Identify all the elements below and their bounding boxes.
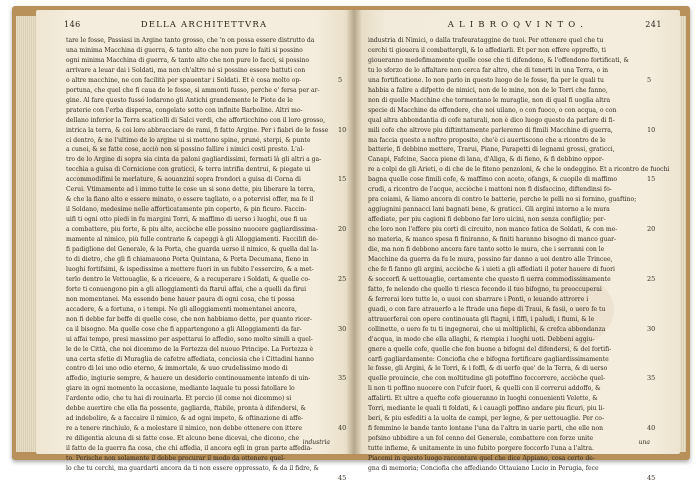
left-catchword: industria (302, 439, 330, 446)
line-number: 25 (338, 274, 347, 283)
text-line: tu lo sforzo de lo affaltare non cerca far altro, che di tenerti in una Terra, o in (368, 66, 609, 74)
line-number: 35 (647, 374, 656, 383)
text-line: una minima Macchina di guerra, & tanto alto che non pure lo faiti si possino (66, 46, 303, 54)
text-line: praterie con l'erba dispersa, congelate sotto con infinite Barboline. Altri mo- (66, 106, 303, 114)
text-line: cerchi ti giouera il combattergli, & lo affediarli. Et per non effere oppreffo, ti (368, 46, 606, 54)
text-line: Torri, mediante le quali ti foldati, & i cauagli poffino andare piu ficuri, piu li- (368, 405, 605, 413)
right-page-number: 241 (645, 20, 662, 29)
text-line: tro de lo Argine di sopra sia cinta da paloni gagliardissimi, fermati là gli altri a ga- (66, 156, 322, 164)
text-line: & ferrerai loro tutte le, o uuoi con sbarrare i Ponti, o leuando attrorre i (368, 295, 589, 303)
text-line: gine. Al fare questo fussó lodarono gli Antichi grandemente le Piote de le (66, 96, 293, 104)
line-number: 40 (338, 424, 347, 433)
line-number: 5 (647, 75, 652, 84)
text-line: gna di memoria; Conciofia che affediando Ottauiano Lucio in Perugia, fece (368, 464, 599, 472)
open-book (12, 6, 690, 482)
text-line: tutte infieme, & unitamente in uno fubito porgere foccorfo l'una a l'altra. (368, 445, 594, 453)
text-line: luoghi fortifsimi, & ispedissime a mettere fuori in un fubito l'esserciro, & a met- (66, 265, 314, 273)
text-line: arrivare a leuar dai i Soldati, ma non ch'altro né si possino essere battuti con (66, 66, 306, 74)
text-line: no materia, & manco spesa fi finiranno, & finiti haranno bisogno di manco guar- (368, 236, 617, 244)
text-line: to. Perische non solamente il debbe procurar il modo da ottenere quel- (66, 455, 286, 463)
text-line: ogni minima Macchina di guerra, & tanto alto che non pure lo facci, si possino (66, 56, 310, 64)
text-line: pofsino ubbidire a un fol cenno del Generale, combattere con forze unite (368, 435, 594, 443)
left-running-title: DELLA ARCHITETTVRA (140, 20, 268, 30)
text-line: non momentanei. Ma essendo bene hauer paura di ogni cosa, che ti possa (66, 295, 295, 303)
book-gutter (346, 10, 362, 454)
line-number: 10 (647, 125, 656, 134)
text-line: una certa sfetie di Muraglia de cafetre affediata, conciosia che i Cittadini hanno (66, 355, 314, 363)
text-line: re a colpi de gli Arieti, o di che de le fiteno penzoloni, & che le ondeggino. Et a ricontro de fuochi (368, 166, 670, 174)
text-line: re diligentia alcuna di si fatte cose. Et alcuno bene dicevai, che dicono, che (66, 435, 300, 443)
left-page-number: 146 (64, 20, 81, 29)
line-number: 35 (338, 374, 347, 383)
text-line: a combattere, piu forte, & piu alte, acciòche elle possino nuocere gagliardissima- (66, 226, 318, 234)
text-line: mili cofe che altrove piu diftinttamente parleremo di fimili Macchine di guerra, (368, 126, 613, 134)
text-line: qual altra abbondantia di cofe naturali, non è dico luogo questo da parlare di fi- (368, 116, 615, 124)
text-line: pra coiami, & liamo ancora di contro le batterie, perche le pelli no si fornino, guaftino; (368, 196, 637, 204)
text-line: & che la fiano alto e essere minato, o essere tagliato, o a potervisi offer, ma fe il (66, 196, 314, 204)
text-line: che loro non l'effere piu corti di circuito, non manco fatica de Soldati, & con me- (368, 226, 618, 234)
text-line: a cunei, & se fatte cose, acciò non si possino fallire i nimici costì presto. L'al- (66, 146, 305, 154)
text-line: specie di Macchine da offendere, che noi uilano, o con fuoco, o con acqua, o con (368, 106, 617, 114)
text-line: habbia a falire a difpetto de nimici, non de le mine, non de le Torri che fanno, (368, 86, 608, 94)
line-number: 30 (338, 324, 347, 333)
text-line: ad indebolire, & a faccaire il nimico, & ad ogni impeto, & oftinazione di affe- (66, 415, 304, 423)
text-line: il fatto de la guerra fia cosa, che chi affedia, il ancora egli in gran parte affedia- (66, 445, 313, 453)
text-line: forte ti conuengono pin a gli alloggiamenti da ftaruì affai, che a quelli da fìrui (66, 285, 307, 293)
text-line: bagna quelle cose fimili cofe, & maffimo con aceto, ofangs, & cuopile di maffimo (368, 176, 618, 184)
text-line: affedio, ingiurie sempre, & hauere un desiderio continouamente intenfo di uin- (66, 375, 311, 383)
right-page (354, 10, 680, 482)
text-line: affalirti. Et ultre a quefte cofe gioueranno in luoghi conuenienti Velette, & (368, 395, 598, 403)
left-page (36, 10, 354, 482)
text-line: terlo dentro le Vettouaglie, & a riceuere, & a recuperare i Soldati, & quelle co- (66, 275, 311, 283)
text-line: contro di lei uno odio eterno, & immortale, & uuo crudelissimo modo di (66, 365, 288, 373)
text-line: una fortificatione. Io non parlo in questo luogo de le fosse, fia per le quali tu (368, 76, 604, 84)
text-line: ca il bisogno. Ma quelle cose che fi appartengono a gli Alloggiamenti da far- (66, 325, 302, 333)
right-running-title: A L I B R O Q V I N T O . (447, 20, 585, 30)
text-line: Canapi, Fafcine, Sacca piene di lana, d'Aliga, & di fieno, & fi debbino oppor- (368, 156, 604, 164)
text-line: fatto, fe nelendo che quello ti riesca fecondo il tuo bifogno, tu preoccuperai (368, 285, 602, 293)
text-line: o altre macchine, ne con facilità per spauentar i Soldati. Et è cosa molto op- (66, 76, 302, 84)
text-line: collinette, o uero fe tu ti ingegnerai, che ui moltiplichi, & crefca abbondanza (368, 325, 606, 333)
text-line: che fe fi fanno gli argini, acciòche & i uieti a gli affediati il poter hauere di fuori (368, 265, 615, 273)
text-line: aggiugnini pannacci lani bagnati bene, & graticci. Gli argini intorno a le mura (368, 206, 610, 214)
text-line: li non ti poffino nuocere con l'ufcir fuori, & quelli con il correrui addoffo, & (368, 385, 601, 393)
text-line: affediate, per piu cagioni fi debbono far loro uicini, non senza confiiglio; per- (368, 216, 606, 224)
line-number: 15 (338, 175, 347, 184)
text-line: tare le fosse, Passiasi in Argine tanto grosso, che 'n on possa essere distrutto da (66, 37, 315, 44)
text-line: mamente al nimico, più fulle contrarie & capeggi à gli Alloggiamenti. Faccilifi de- (66, 236, 319, 244)
text-line: attrauerferai con opere continouata gli ftagni, i fiffi, i paludi, i fiumi, & le (368, 315, 595, 323)
text-line: dellano inferior la Terra scaticelli di Salci verdi, che afforticchino con il loro grosso, (66, 116, 326, 124)
text-line: & soccorfi & uettouaglie, certamente che questo fi uerra commodissimamente (368, 275, 611, 283)
text-line: quelle prouincie, che con moltitudine gli poteffino foccorrere, acciòche quel- (368, 375, 606, 383)
text-line: beri, & piu esfediti a la uolta de campi, per legne, & per uettouaglie. Per co- (368, 415, 605, 423)
text-line: l'ardente odio, che tu hai di rouinarla. Et percio (il come noi dicemmo) si (66, 395, 292, 403)
text-line: Piacemi in questo luogo raccontare quel che dice Appiano, cosa certo de- (368, 455, 595, 463)
text-line: Cerui. Vtimamente ad i immo tutte le cose un si sono dette, piu liberare la terra, (66, 186, 316, 194)
text-line: fi padiglione del Generale, & la Porta, che guarda uerso il nimico, & quella dal la- (66, 246, 319, 254)
text-line: fi femmino le bande tanto lontane l'una da l'altra in uarie parti, che elle non (368, 425, 604, 433)
right-catchword: una (638, 439, 650, 446)
text-line: debbe auertire che ella fia possente, gagliarda, ftabile, pronta à difendersi, & (66, 405, 306, 413)
text-line: Macchine da guerra da fu le mura, possino far danno a uoi dentro alle Trincee, (368, 255, 613, 263)
text-line: ui affai tempo, presi massimo per aspettarui lo affedio, sono molto simili a quel- (66, 335, 313, 343)
text-line: le fosse, gli Argini, & le Torri, & i foffi, & di uerfo que' de la Terra, & di uerso (368, 365, 608, 373)
text-line: guadi, o con fare atrauerfo a le ftrade una fiepe di Traui, & fasii, o uero fe tu (368, 305, 606, 313)
text-line: il Soldano, medesime nelle afforticatamente pin coperto, & pin ficuro. Faccin- (66, 206, 307, 214)
text-line: to di dietro, che gli fi chiamauono Porta Quintana, & Porta Decumana, fieno in (66, 255, 309, 263)
text-line: batterie, fi debbino mettere, Trarui, Piane, Parapetti di legnami grossi, graticci, (368, 146, 615, 154)
text-line: re a tenere rinchiulo, & a molestare il nimico, non debbe ottenere con ittere (66, 425, 302, 433)
line-number: 5 (338, 75, 343, 84)
text-line: le de le Città, che noi dicemmo de la Fortezza del nuouo Principe. La Fortezza è (66, 345, 314, 353)
text-line: non di quelle Macchine che tormentano le muraglie, non di qual fi uoglia altra (368, 96, 611, 104)
text-line: intrica la terra, & coi loro abbracciare de rami, fi fatto Argine. Per i fiabri de le fosse (66, 126, 329, 134)
text-line: non fi debbe far beffe di quelle cose, che non habbiamo dette, per quanto ricer- (66, 315, 312, 323)
text-line: d'acqua, in modo che ella allaghi, & riempia i luoghi uoti. Debbeni aggiu- (368, 335, 595, 343)
text-line: crudi, a ricontro de l'acque, acciòche i mattoni non fi disfaccino, diftendinsi fo- (368, 186, 612, 194)
text-line: portuna, che quel che fi caua de le fosse, sì ammonti fusso, perche e' fersa per ar- (66, 86, 320, 94)
page-edges-left (16, 16, 36, 452)
line-number: 25 (647, 274, 656, 283)
text-line: giare in ogni momento la occasione, mediante laquale tu possi fatollare lo (66, 385, 295, 393)
text-line: die, ma non fi debbono ancora fare tanto sotto le mura, che i serranni con le (368, 246, 605, 254)
line-number: 10 (338, 125, 347, 134)
left-body-text (66, 36, 332, 474)
line-number: 15 (647, 175, 656, 184)
line-number: 45 (647, 473, 656, 482)
line-number: 30 (647, 324, 656, 333)
text-line: accadere, & a fortuna, o i tempi. Ne gli alloggiamenti momentanei ancora, (66, 305, 297, 313)
text-line: tecchia a guisa di Cornicione con graticci, & terra intrifia dentrui, & piegate ui (66, 166, 311, 174)
text-line: ci dentro, & ne l'ultimo de lo argine ui si mettono spine, pruné, sterpi, & punte (66, 136, 311, 144)
text-line: carfi gagliardamente: Conciofia che e bifogna fortificare gagliardissimamente (368, 355, 609, 363)
line-number: 45 (338, 473, 347, 482)
text-line: gnere a quelle cofe, quelle che fon buone a bifogni del difendersi, & del fortifi- (368, 345, 612, 353)
text-line: uifi ti ogni otto piedi in fu margini Torri, & maffimo di uerso i luoghi, oue fi ua (66, 216, 307, 224)
text-line: gioueranno medefimamente quelle cose che ti difendono, & l'offendono fortificati, & (368, 56, 629, 64)
line-number: 40 (647, 424, 656, 433)
line-number: 20 (647, 225, 656, 234)
text-line: accommodifimi le merlature, & aouanzini sopra frondori a guisa di Corna di (66, 176, 301, 184)
text-line: industria di Nimici, o dalla trafeurataggine de tuoi. Per ottenere quel che tu (368, 37, 604, 44)
text-line: lo che tu cerchi, ma guardarti ancora da ti non essere oppressato, & da il fidre, & (66, 464, 319, 472)
line-number: 20 (338, 225, 347, 234)
text-line: ma faccia questo a noftro proposito, che'è ci auertiscono che a ricontro de le (368, 136, 606, 144)
